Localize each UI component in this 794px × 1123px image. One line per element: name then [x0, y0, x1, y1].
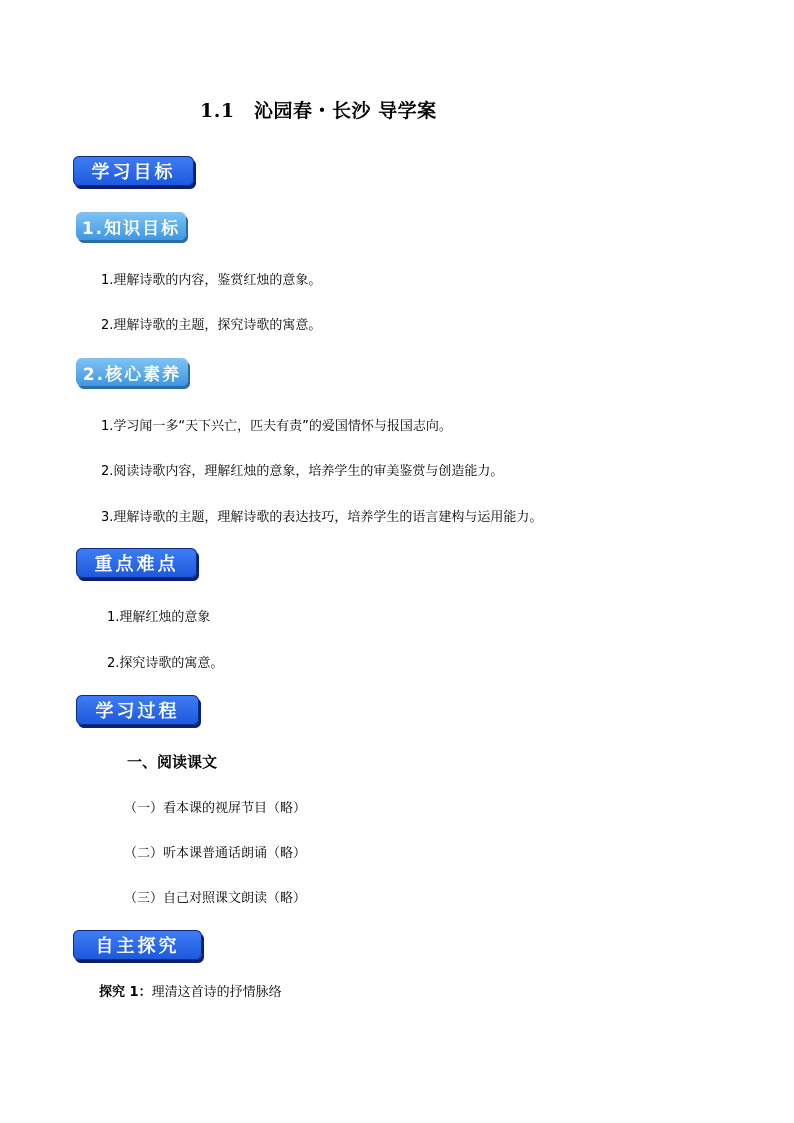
inquiry-label: 探究 1： — [99, 985, 152, 1000]
knowledge-item-2: 2.理解诗歌的主题，探究诗歌的寓意。 — [101, 318, 322, 333]
inquiry-text: 理清这首诗的抒情脉络 — [151, 985, 282, 1000]
page-title: 1.1 沁园春・长沙 导学案 — [200, 100, 437, 122]
section-badge-self-inquiry: 自主探究 — [73, 930, 202, 960]
reading-item-2: （二）听本课普通话朗诵（略） — [124, 846, 307, 861]
section-badge-learning-process: 学习过程 — [76, 695, 199, 725]
literacy-item-2: 2.阅读诗歌内容，理解红烛的意象，培养学生的审美鉴赏与创造能力。 — [101, 464, 504, 479]
section-badge-learning-goals: 学习目标 — [73, 156, 194, 186]
subsection-badge-core-literacy: 2.核心素养 — [76, 358, 188, 386]
reading-item-1: （一）看本课的视屏节目（略） — [124, 801, 307, 816]
reading-item-3: （三）自己对照课文朗读（略） — [124, 891, 307, 906]
literacy-item-1: 1.学习闻一多“天下兴亡，匹夫有责”的爱国情怀与报国志向。 — [101, 419, 452, 434]
subsection-badge-knowledge-goals: 1.知识目标 — [76, 212, 186, 240]
section-badge-key-points: 重点难点 — [76, 548, 197, 578]
inquiry-line — [99, 981, 282, 1000]
key-item-2: 2.探究诗歌的寓意。 — [107, 656, 224, 671]
knowledge-item-1: 1.理解诗歌的内容，鉴赏红烛的意象。 — [101, 273, 322, 288]
reading-heading: 一、阅读课文 — [127, 753, 218, 771]
key-item-1: 1.理解红烛的意象 — [107, 610, 211, 625]
literacy-item-3: 3.理解诗歌的主题，理解诗歌的表达技巧，培养学生的语言建构与运用能力。 — [101, 510, 543, 525]
